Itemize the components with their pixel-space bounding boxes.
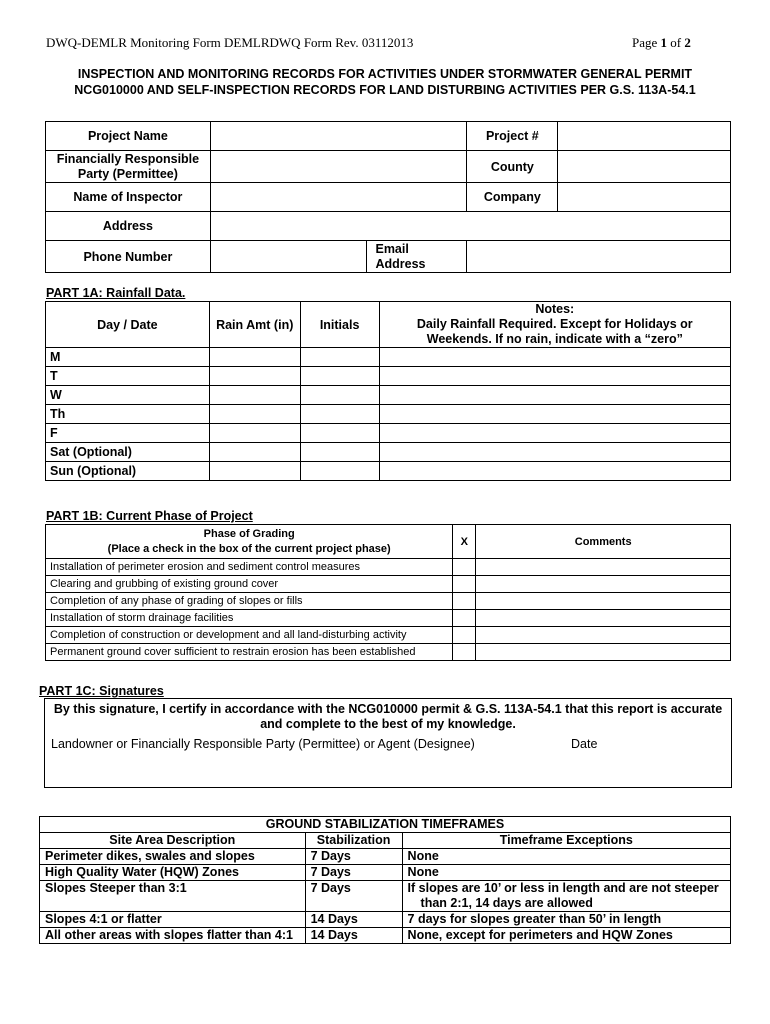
phase-label: Installation of storm drainage facilities — [46, 610, 453, 627]
rain-input[interactable] — [209, 405, 300, 424]
project-name-label: Project Name — [46, 122, 211, 151]
phase-comment-input[interactable] — [476, 627, 731, 644]
email-field[interactable] — [467, 241, 731, 273]
financially-line-2: Party (Permittee) — [77, 166, 178, 181]
page-total: 2 — [684, 35, 691, 50]
phase-label: Completion of any phase of grading of slopes or fills — [46, 593, 453, 610]
project-name-field[interactable] — [210, 122, 467, 151]
part-1b-heading-text: PART 1B: Current Phase of Project — [46, 509, 253, 523]
part-1a-heading: PART 1A: Rainfall Data. — [46, 286, 186, 300]
notes-line-2: Daily Rainfall Required. Except for Holidays or — [416, 317, 693, 331]
notes-line-1: Notes: — [535, 302, 575, 316]
date-label: Date — [571, 737, 598, 751]
phase-checkbox[interactable] — [453, 610, 476, 627]
timeframe: None — [402, 865, 730, 881]
phase-checkbox[interactable] — [453, 559, 476, 576]
stabilization: 7 Days — [305, 865, 402, 881]
phase-comment-input[interactable] — [476, 593, 731, 610]
col-day-date: Day / Date — [46, 302, 210, 348]
timeframe-line-2: than 2:1, 14 days are allowed — [420, 896, 593, 910]
project-number-field[interactable] — [558, 122, 731, 151]
financially-line-1: Financially Responsible — [56, 151, 200, 166]
notes-input[interactable] — [379, 386, 730, 405]
timeframe — [402, 881, 730, 912]
phase-comment-input[interactable] — [476, 610, 731, 627]
title-line-2: NCG010000 AND SELF-INSPECTION RECORDS FOR LAND DISTURBING ACTIVITIES PER G.S. 113A-54.1 — [74, 83, 696, 97]
phase-header-line-2: (Place a check in the box of the current project phase) — [107, 542, 391, 555]
company-field[interactable] — [558, 183, 731, 212]
phase-label: Installation of perimeter erosion and sediment control measures — [46, 559, 453, 576]
financially-responsible-field[interactable] — [210, 151, 467, 183]
phase-comment-input[interactable] — [476, 559, 731, 576]
rain-input[interactable] — [209, 462, 300, 481]
certification-statement — [45, 702, 731, 732]
part-1c-heading: PART 1C: Signatures — [39, 684, 164, 698]
stabilization: 7 Days — [305, 881, 402, 912]
financially-responsible-label — [46, 151, 211, 183]
inspector-label: Name of Inspector — [46, 183, 211, 212]
col-x: X — [453, 525, 476, 559]
timeframe: None, except for perimeters and HQW Zones — [402, 928, 730, 944]
form-id: DWQ-DEMLR Monitoring Form DEMLRDWQ Form Rev. 03112013 — [46, 35, 414, 50]
phase-label: Clearing and grubbing of existing ground cover — [46, 576, 453, 593]
email-line-1: Email — [375, 241, 409, 256]
page-title — [30, 66, 740, 98]
day-tuesday: T — [46, 367, 210, 386]
signature-box — [44, 698, 732, 788]
notes-input[interactable] — [379, 367, 730, 386]
part-1b-heading — [46, 509, 253, 523]
col-stabilization: Stabilization — [305, 833, 402, 849]
rainfall-table — [45, 301, 731, 481]
rain-input[interactable] — [209, 348, 300, 367]
stabilization: 14 Days — [305, 928, 402, 944]
project-info-table — [45, 121, 731, 273]
notes-input[interactable] — [379, 443, 730, 462]
col-rain-amt: Rain Amt (in) — [209, 302, 300, 348]
phone-field[interactable] — [210, 241, 367, 273]
inspector-field[interactable] — [210, 183, 467, 212]
initials-input[interactable] — [300, 348, 379, 367]
phase-checkbox[interactable] — [453, 576, 476, 593]
county-field[interactable] — [558, 151, 731, 183]
initials-input[interactable] — [300, 405, 379, 424]
site-area: Slopes 4:1 or flatter — [40, 912, 306, 928]
ground-title: GROUND STABILIZATION TIMEFRAMES — [40, 817, 731, 833]
phone-label: Phone Number — [46, 241, 211, 273]
address-field[interactable] — [210, 212, 730, 241]
day-sunday: Sun (Optional) — [46, 462, 210, 481]
timeframe: None — [402, 849, 730, 865]
phase-table — [45, 524, 731, 661]
site-area: All other areas with slopes flatter than 4:1 — [40, 928, 306, 944]
stabilization: 7 Days — [305, 849, 402, 865]
address-label: Address — [46, 212, 211, 241]
phase-label: Permanent ground cover sufficient to restrain erosion has been established — [46, 644, 453, 661]
day-friday: F — [46, 424, 210, 443]
notes-input[interactable] — [379, 405, 730, 424]
company-label: Company — [467, 183, 558, 212]
day-monday: M — [46, 348, 210, 367]
notes-line-3: Weekends. If no rain, indicate with a “zero” — [426, 332, 683, 346]
timeframe: 7 days for slopes greater than 50’ in length — [402, 912, 730, 928]
phase-comment-input[interactable] — [476, 644, 731, 661]
initials-input[interactable] — [300, 386, 379, 405]
ground-stabilization-table — [39, 816, 731, 944]
rain-input[interactable] — [209, 443, 300, 462]
notes-input[interactable] — [379, 424, 730, 443]
site-area: High Quality Water (HQW) Zones — [40, 865, 306, 881]
phase-label: Completion of construction or development and all land-disturbing activity — [46, 627, 453, 644]
site-area: Perimeter dikes, swales and slopes — [40, 849, 306, 865]
email-label — [367, 241, 467, 273]
notes-input[interactable] — [379, 462, 730, 481]
county-label: County — [467, 151, 558, 183]
phase-comment-input[interactable] — [476, 576, 731, 593]
day-saturday: Sat (Optional) — [46, 443, 210, 462]
col-timeframe-exceptions: Timeframe Exceptions — [402, 833, 730, 849]
email-line-2: Address — [375, 256, 426, 271]
page-word: Page — [632, 35, 658, 50]
cert-line-1: By this signature, I certify in accordance with the NCG010000 permit & G.S. 113A-54.1 that this report is accurate — [53, 702, 723, 716]
col-notes — [379, 302, 730, 348]
page-number: 1 — [660, 35, 668, 50]
notes-input[interactable] — [379, 348, 730, 367]
day-thursday: Th — [46, 405, 210, 424]
signature-field[interactable] — [45, 753, 731, 787]
page-of: of — [670, 35, 682, 50]
title-line-1: INSPECTION AND MONITORING RECORDS FOR ACTIVITIES UNDER STORMWATER GENERAL PERMIT — [77, 67, 693, 81]
cert-line-2: and complete to the best of my knowledge. — [260, 717, 516, 731]
signer-label: Landowner or Financially Responsible Party (Permittee) or Agent (Designee) — [51, 737, 475, 751]
day-wednesday: W — [46, 386, 210, 405]
timeframe-line-1: If slopes are 10’ or less in length and are not steeper — [407, 881, 719, 895]
stabilization: 14 Days — [305, 912, 402, 928]
col-phase-of-grading — [46, 525, 453, 559]
rain-input[interactable] — [209, 386, 300, 405]
phase-header-line-1: Phase of Grading — [203, 527, 295, 540]
phase-checkbox[interactable] — [453, 593, 476, 610]
initials-input[interactable] — [300, 443, 379, 462]
col-comments: Comments — [476, 525, 731, 559]
col-initials: Initials — [300, 302, 379, 348]
page-indicator — [632, 35, 691, 51]
initials-input[interactable] — [300, 424, 379, 443]
rain-input[interactable] — [209, 367, 300, 386]
site-area: Slopes Steeper than 3:1 — [40, 881, 306, 912]
initials-input[interactable] — [300, 367, 379, 386]
rain-input[interactable] — [209, 424, 300, 443]
phase-checkbox[interactable] — [453, 627, 476, 644]
initials-input[interactable] — [300, 462, 379, 481]
project-number-label: Project # — [467, 122, 558, 151]
col-site-area: Site Area Description — [40, 833, 306, 849]
phase-checkbox[interactable] — [453, 644, 476, 661]
